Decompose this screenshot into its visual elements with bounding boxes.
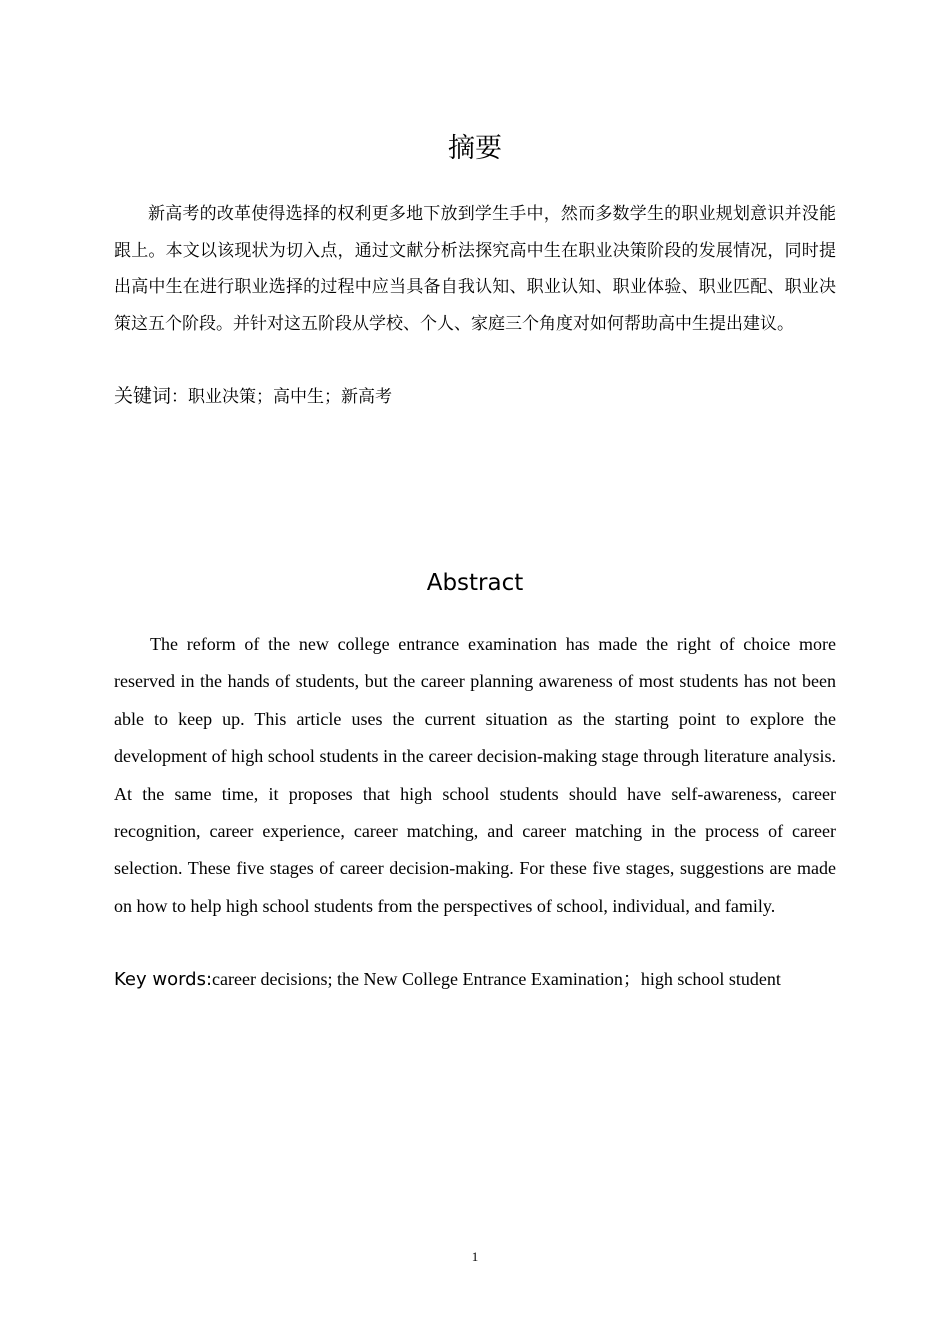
- chinese-abstract-title: 摘要: [448, 133, 502, 164]
- chinese-keywords: [114, 380, 854, 414]
- chinese-keywords-separator: ：: [171, 387, 189, 407]
- english-keywords-label: Key words:: [114, 969, 213, 990]
- english-abstract-title: Abstract: [426, 570, 524, 596]
- english-keywords: [114, 963, 854, 997]
- page-number: 1: [471, 1249, 479, 1264]
- chinese-abstract-body: 新高考的改革使得选择的权利更多地下放到学生手中，然而多数学生的职业规划意识并没能跟上。本文以该现状为切入点，通过文献分析法探究高中生在职业决策阶段的发展情况，同时提出高中生在进行职业选择的过程中应当具备自我认知、职业认知、职业体验、职业匹配、职业决策这五个阶段。并针对这五阶段从学校、个人、家庭三个角度对如何帮助高中生提出建议。: [114, 204, 836, 334]
- english-keywords-text: career decisions; the New College Entrance Examination；high school student: [212, 969, 781, 989]
- chinese-keywords-label: 关键词: [114, 385, 172, 407]
- english-abstract-body: The reform of the new college entrance examination has made the right of choice more reserved in the hands of students, but the career planning awareness of most students has not been able to keep up. This article uses the current situation as the starting point to explore the development of high school students in the career decision-making stage through literature analysis. At the same time, it proposes that high school students should have self-awareness, career recognition, career experience, career matching, and career matching in the process of career selection. These five stages of career decision-making. For these five stages, suggestions are made on how to help high school students from the perspectives of school, individual, and family.: [114, 634, 836, 916]
- chinese-keywords-text: 职业决策；高中生；新高考: [188, 387, 393, 407]
